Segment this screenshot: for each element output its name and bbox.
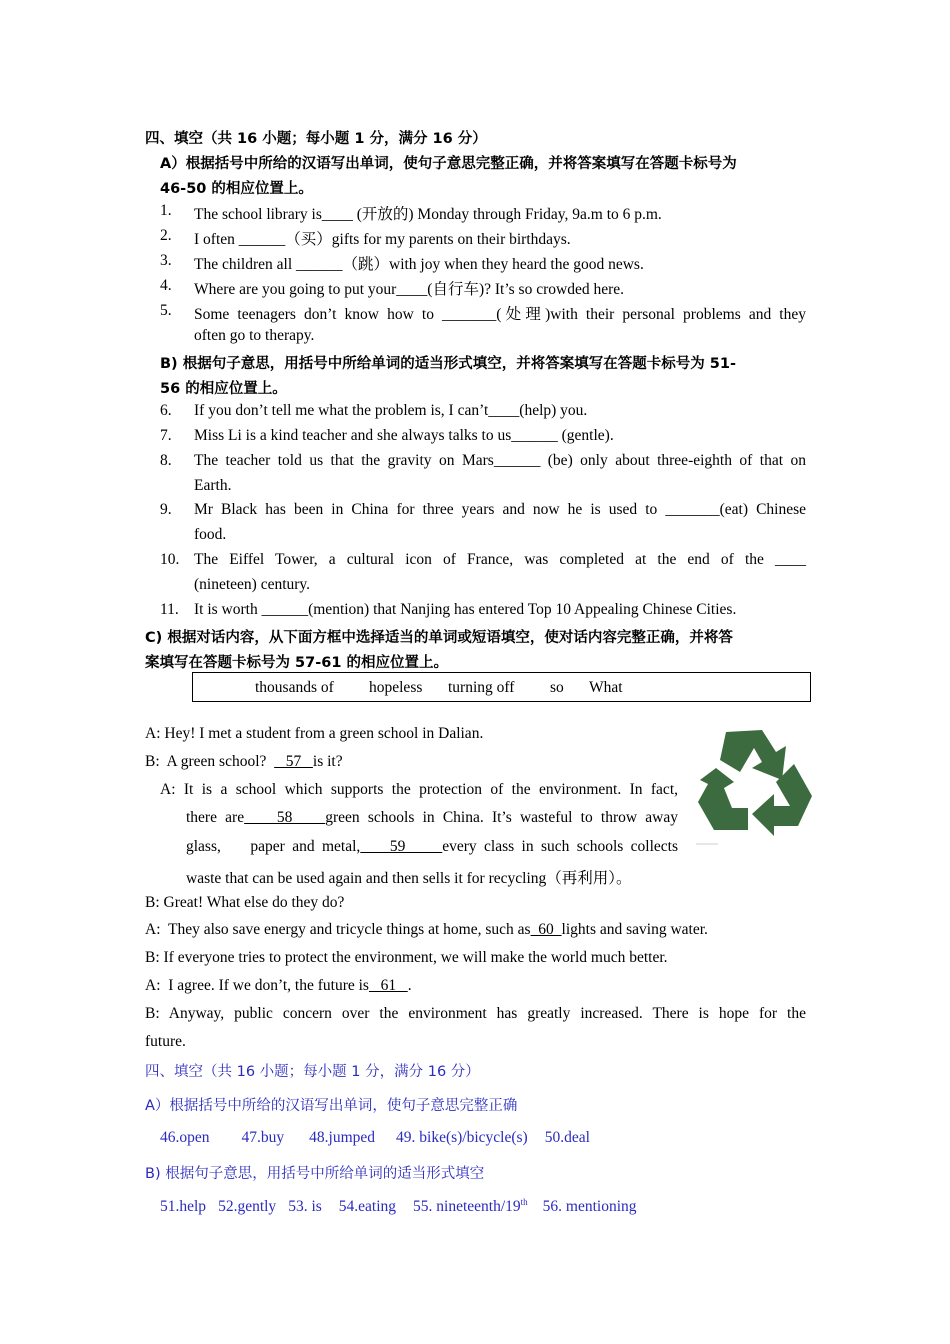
answer-b-title: B) 根据句子意思，用括号中所给单词的适当形式填空: [145, 1166, 485, 1182]
dialogue-line: waste that can be used again and then sells it for recycling（再利用）。: [186, 870, 632, 887]
blank-61: 61: [368, 977, 408, 994]
dialogue-text: there are: [186, 809, 245, 826]
dialogue-line: [145, 753, 343, 771]
dialogue-text: .: [407, 977, 412, 994]
blank-58: 58: [244, 809, 326, 826]
dialogue-text: B: A green school?: [145, 753, 275, 770]
question-text: If you don’t tell me what the problem is, I can’t____(help) you.: [194, 402, 588, 419]
question-text-cont: food.: [194, 526, 227, 543]
dialogue-text: lights and saving water.: [561, 921, 708, 938]
answer-item: 47.buy: [241, 1129, 285, 1146]
question-number: 4.: [160, 277, 172, 294]
answer-title: 四、填空（共 16 小题；每小题 1 分，满分 16 分）: [145, 1064, 480, 1080]
question-text-cont: Earth.: [194, 477, 232, 494]
answer-item: 55. nineteenth/19: [413, 1198, 521, 1216]
answer-a-row: [160, 1129, 590, 1147]
question-text: The Eiffel Tower, a cultural icon of France, was completed at the end of the ____: [194, 551, 806, 568]
part-c-instruction-1: C) 根据对话内容，从下面方框中选择适当的单词或短语填空，使对话内容完整正确，并将答: [145, 630, 733, 646]
blank-60: 60: [530, 921, 562, 938]
dialogue-line: [145, 921, 708, 939]
question-number: 6.: [160, 402, 172, 419]
dialogue-text: A: I agree. If we don’t, the future is: [145, 977, 369, 994]
question-text: The school library is____ (开放的) Monday through Friday, 9a.m to 6 p.m.: [194, 206, 662, 223]
dialogue-line: [145, 977, 412, 995]
answer-item: 49. bike(s)/bicycle(s): [396, 1129, 528, 1146]
answer-a-title: A）根据括号中所给的汉语写出单词，使句子意思完整正确: [145, 1098, 518, 1114]
blank-59: 59: [360, 838, 443, 855]
part-a-instruction-2: 46-50 的相应位置上。: [160, 181, 313, 197]
dialogue-line: B: If everyone tries to protect the environment, we will make the world much better.: [145, 949, 668, 966]
dialogue-text: is it?: [312, 753, 343, 770]
dialogue-line: A: Hey! I met a student from a green school in Dalian.: [145, 725, 484, 742]
question-text: Miss Li is a kind teacher and she always talks to us______ (gentle).: [194, 427, 614, 444]
dialogue-text: green schools in China. It’s wasteful to throw away: [325, 809, 678, 826]
blank-57: 57: [274, 753, 313, 770]
question-text: Mr Black has been in China for three years and now he is used to _______(eat) Chinese: [194, 501, 806, 518]
question-number: 8.: [160, 452, 172, 469]
question-number: 5.: [160, 302, 172, 319]
word-option: so: [550, 679, 564, 696]
question-text: I often ______（买）gifts for my parents on their birthdays.: [194, 231, 571, 248]
dialogue-line: [186, 809, 678, 827]
question-number: 1.: [160, 202, 172, 219]
question-text: Some teenagers don’t know how to _______(处理)with their personal problems and they: [194, 306, 806, 323]
part-c-instruction-2: 案填写在答题卡标号为 57-61 的相应位置上。: [145, 655, 448, 671]
dialogue-text: glass, paper and metal,: [186, 838, 361, 855]
question-number: 9.: [160, 501, 172, 518]
dialogue-line: future.: [145, 1033, 186, 1050]
dialogue-line: A: It is a school which supports the protection of the environment. In fact,: [160, 781, 678, 798]
dialogue-line: [186, 838, 678, 856]
answer-item: 51.help: [160, 1198, 207, 1216]
word-option: thousands of: [255, 679, 334, 696]
answer-item: 46.open: [160, 1129, 210, 1146]
answer-item: 50.deal: [544, 1129, 590, 1146]
answer-superscript: th: [520, 1197, 528, 1207]
answer-item: 54.eating: [338, 1198, 397, 1216]
dialogue-line: B: Great! What else do they do?: [145, 894, 345, 911]
question-text: The teacher told us that the gravity on Mars______ (be) only about three-eighth of that on: [194, 452, 806, 469]
word-option: hopeless: [369, 679, 423, 696]
question-number: 3.: [160, 252, 172, 269]
answer-item: 56. mentioning: [542, 1198, 637, 1216]
question-text-cont: often go to therapy.: [194, 327, 315, 344]
word-box: [192, 672, 811, 702]
dialogue-text: every class in such schools collects: [442, 838, 679, 855]
question-number: 2.: [160, 227, 172, 244]
question-text-cont: (nineteen) century.: [194, 576, 311, 593]
answer-item: 53. is: [288, 1198, 322, 1216]
answer-b-row: [160, 1197, 637, 1216]
part-a-instruction-1: A）根据括号中所给的汉语写出单词，使句子意思完整正确，并将答案填写在答题卡标号为: [160, 156, 737, 172]
question-number: 7.: [160, 427, 172, 444]
part-b-instruction-1: B) 根据句子意思，用括号中所给单词的适当形式填空，并将答案填写在答题卡标号为 51-: [160, 356, 736, 372]
recycle-icon: [690, 722, 820, 848]
word-option: turning off: [448, 679, 515, 696]
question-text: Where are you going to put your____(自行车)? It’s so crowded here.: [194, 281, 625, 298]
dialogue-text: A: They also save energy and tricycle things at home, such as: [145, 921, 531, 938]
word-option: What: [589, 679, 623, 696]
answer-item: 52.gently: [218, 1198, 277, 1216]
question-number: 10.: [160, 551, 180, 568]
question-text: It is worth ______(mention) that Nanjing has entered Top 10 Appealing Chinese Cities.: [194, 601, 737, 618]
question-text: The children all ______（跳）with joy when they heard the good news.: [194, 256, 644, 273]
section-title: 四、填空（共 16 小题；每小题 1 分，满分 16 分）: [145, 131, 487, 147]
answer-item: 48.jumped: [309, 1129, 376, 1146]
question-number: 11.: [160, 601, 179, 618]
dialogue-line: B: Anyway, public concern over the environment has greatly increased. There is hope for the: [145, 1005, 806, 1022]
part-b-instruction-2: 56 的相应位置上。: [160, 381, 287, 397]
